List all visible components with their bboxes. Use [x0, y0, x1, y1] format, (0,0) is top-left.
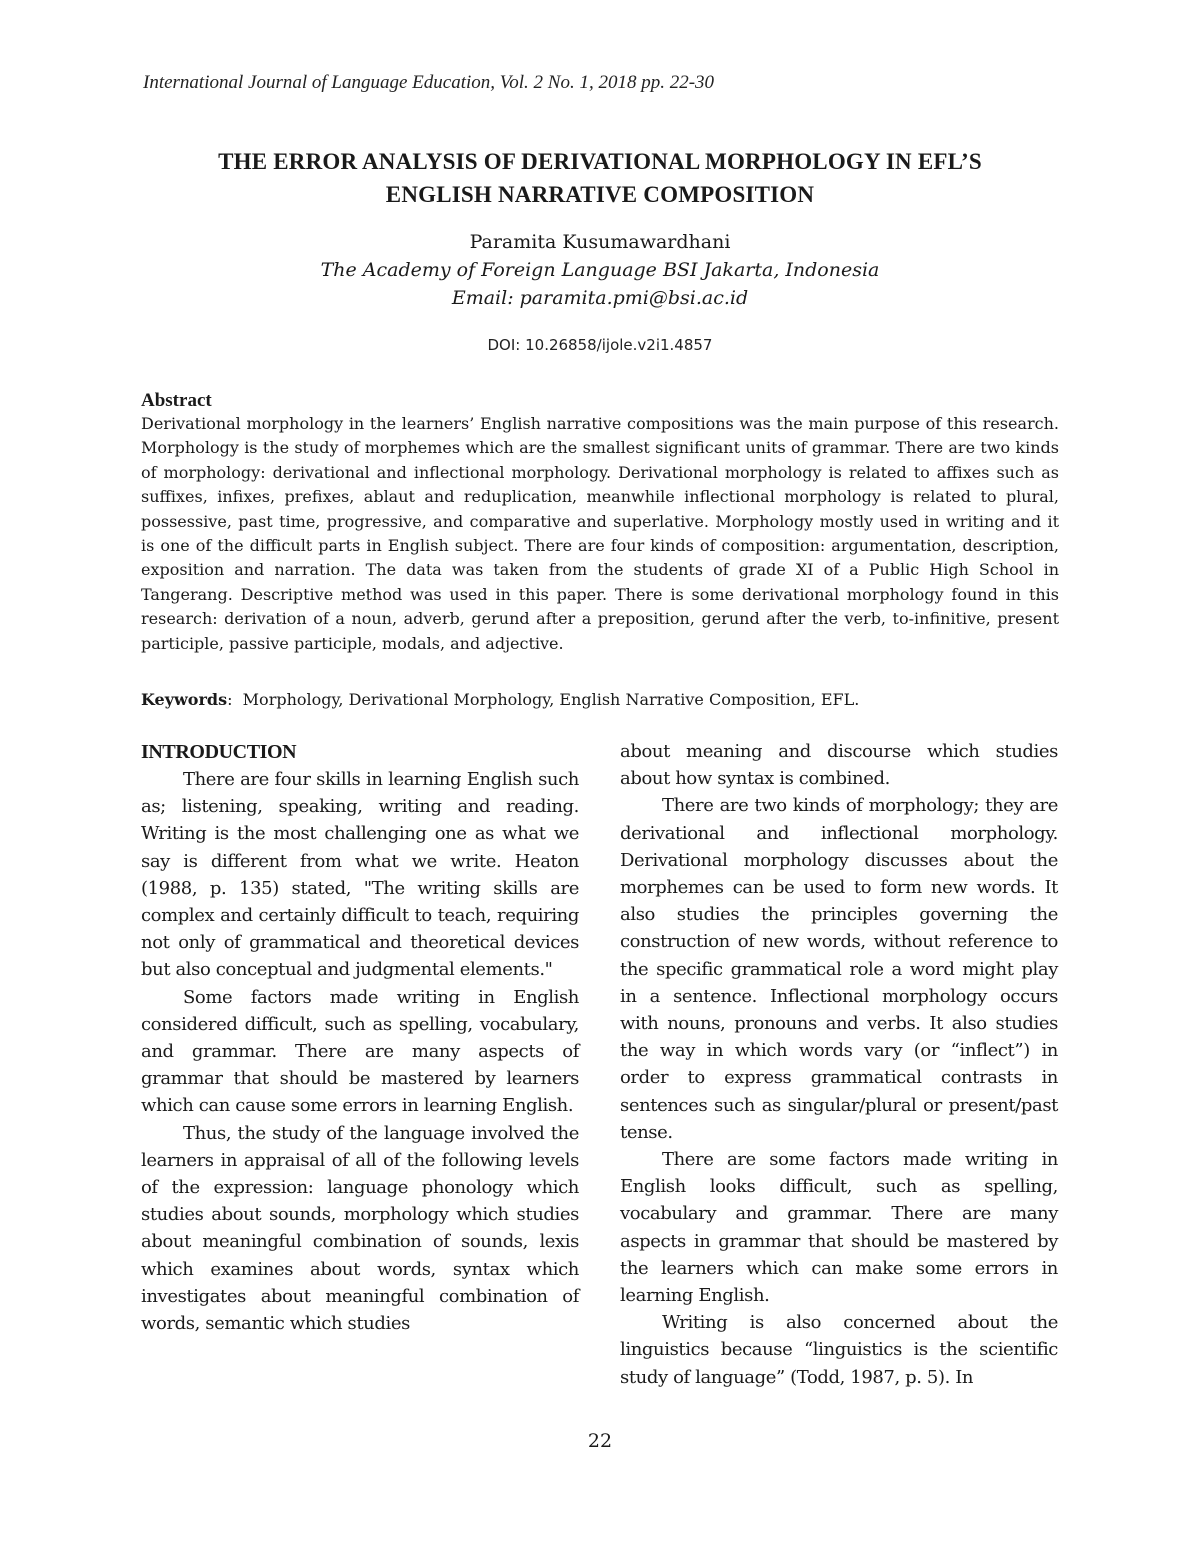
paper-title	[100, 145, 1100, 211]
introduction-heading: INTRODUCTION	[141, 741, 297, 763]
right-column	[620, 738, 1058, 1391]
author-block	[100, 228, 1100, 312]
author-email[interactable]: Email: paramita.pmi@bsi.ac.id	[451, 287, 749, 309]
abstract-section	[141, 390, 1059, 656]
running-head: International Journal of Language Education, Vol. 2 No. 1, 2018 pp. 22-30	[143, 72, 715, 93]
left-column	[141, 738, 579, 1337]
keywords	[141, 688, 1059, 712]
author-affiliation: The Academy of Foreign Language BSI Jakarta, Indonesia	[320, 259, 880, 281]
keywords-separator: :	[227, 690, 233, 709]
intro-paragraph: There are two kinds of morphology; they are derivational and inflectional morphology. Derivational morphology discusses about the morphemes can be used to form new words. It also studies the principles governing the construction of new words, without reference to the specific grammatical role a word might play in a sentence. Inflectional morphology occurs with nouns, pronouns and verbs. It also studies the way in which words vary (or “inflect”) in order to express grammatical contrasts in sentences such as singular/plural or present/past tense.	[620, 795, 1058, 1143]
page-number: 22	[587, 1430, 613, 1452]
title-line-2: ENGLISH NARRATIVE COMPOSITION	[385, 182, 815, 207]
abstract-heading: Abstract	[141, 390, 212, 411]
author-name: Paramita Kusumawardhani	[469, 231, 731, 253]
intro-paragraph-continuation: about meaning and discourse which studies about how syntax is combined.	[620, 741, 1058, 790]
doi[interactable]: DOI: 10.26858/ijole.v2i1.4857	[487, 336, 713, 354]
intro-paragraph: Thus, the study of the language involved the learners in appraisal of all of the following levels of the expression: language phonology which studies about sounds, morphology which studies about meaningful combination of sounds, lexis which examines about words, syntax which investigates about meaningful combination of words, semantic which studies	[141, 1122, 579, 1335]
title-line-1: THE ERROR ANALYSIS OF DERIVATIONAL MORPHOLOGY IN EFL’S	[218, 149, 982, 174]
intro-paragraph: Writing is also concerned about the linguistics because “linguistics is the scientific study of language” (Todd, 1987, p. 5). In	[620, 1312, 1058, 1388]
abstract-text: Derivational morphology in the learners’ English narrative compositions was the main purpose of this research. Morphology is the study of morphemes which are the smallest significant units of grammar. There are two kinds of morphology: derivational and inflectional morphology. Derivational morphology is related to affixes such as suffixes, infixes, prefixes, ablaut and reduplication, meanwhile inflectional morphology is related to plural, possessive, past time, progressive, and comparative and superlative. Morphology mostly used in writing and it is one of the difficult parts in English subject. There are four kinds of composition: argumentation, description, exposition and narration. The data was taken from the students of grade XI of a Public High School in Tangerang. Descriptive method was used in this paper. There is some derivational morphology found in this research: derivation of a noun, adverb, gerund after a preposition, gerund after the verb, to-infinitive, present participle, passive participle, modals, and adjective.	[141, 414, 1059, 653]
keywords-text: Morphology, Derivational Morphology, English Narrative Composition, EFL.	[242, 690, 860, 709]
intro-paragraph: There are some factors made writing in English looks difficult, such as spelling, vocabulary and grammar. There are many aspects in grammar that should be mastered by the learners which can make some errors in learning English.	[620, 1149, 1058, 1307]
intro-paragraph: Some factors made writing in English considered difficult, such as spelling, vocabulary, and grammar. There are many aspects of grammar that should be mastered by learners which can cause some errors in learning English.	[141, 986, 579, 1117]
intro-paragraph: There are four skills in learning English such as; listening, speaking, writing and reading. Writing is the most challenging one as what we say is different from what we write. Heaton (1988, p. 135) stated, "The writing skills are complex and certainly difficult to teach, requiring not only of grammatical and theoretical devices but also conceptual and judgmental elements."	[141, 769, 579, 981]
keywords-label: Keywords	[141, 690, 228, 709]
